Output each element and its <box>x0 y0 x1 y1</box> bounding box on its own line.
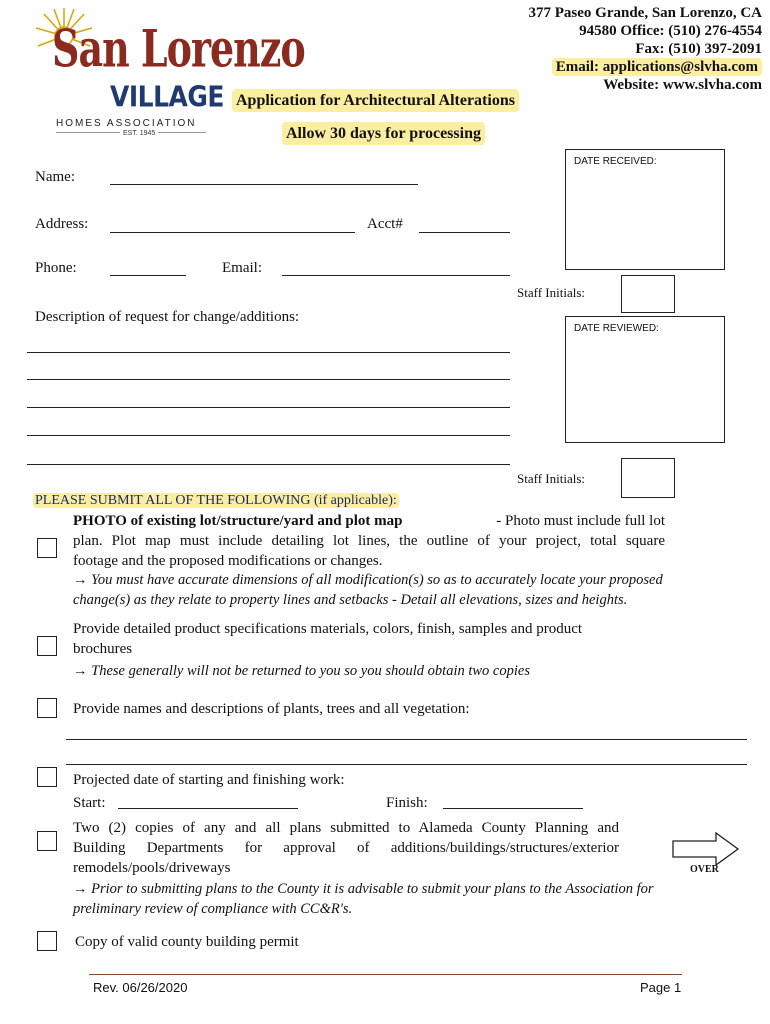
date-received-box[interactable] <box>565 149 725 270</box>
contact-website: Website: www.slvha.com <box>603 77 762 93</box>
revision-date: Rev. 06/26/2020 <box>93 980 188 995</box>
photo-note-line: change(s) as they relate to property lines and setbacks - Detail all elevations, sizes and heights. <box>73 592 628 608</box>
phone-label: Phone: <box>35 260 77 276</box>
finish-label: Finish: <box>386 795 428 811</box>
email-field[interactable] <box>282 275 510 276</box>
staff-initials-label-2: Staff Initials: <box>517 471 586 486</box>
submit-heading: PLEASE SUBMIT ALL OF THE FOLLOWING (if applicable): <box>35 493 397 508</box>
acct-label: Acct# <box>367 216 403 232</box>
plants-line[interactable] <box>66 739 747 740</box>
description-line[interactable] <box>27 407 510 408</box>
plans-requirement-line: Two (2) copies of any and all plans submitted to Alameda County Planning and <box>73 820 619 836</box>
name-field[interactable] <box>110 184 418 185</box>
contact-fax: Fax: (510) 397-2091 <box>635 41 762 57</box>
logo-est: EST. 1945 <box>120 130 158 137</box>
over-label: OVER <box>690 864 719 875</box>
date-received-label: DATE RECEIVED: <box>574 156 657 167</box>
specs-requirement <box>73 619 582 659</box>
photo-note-line: → You must have accurate dimensions of all modification(s) so as to accurately locate your proposed <box>73 572 663 588</box>
photo-requirement <box>73 511 665 571</box>
name-label: Name: <box>35 169 75 185</box>
email-label: Email: <box>222 260 262 276</box>
address-label: Address: <box>35 216 89 232</box>
acct-field[interactable] <box>419 232 510 233</box>
staff-initials-box-2[interactable] <box>621 458 675 498</box>
photo-requirement-text: - Photo must include full lot <box>496 513 665 529</box>
logo-village: VILLAGE <box>110 80 224 114</box>
plans-requirement-line: remodels/pools/driveways <box>73 860 231 876</box>
description-line[interactable] <box>27 464 510 465</box>
description-line[interactable] <box>27 352 510 353</box>
description-line[interactable] <box>27 435 510 436</box>
photo-requirement-line: footage and the proposed modifications or changes. <box>73 553 383 569</box>
photo-requirement-line: plan. Plot map must include detailing lot lines, the outline of your project, total square <box>73 533 665 549</box>
contact-office: 94580 Office: (510) 276-4554 <box>579 23 762 39</box>
specs-requirement-line: Provide detailed product specifications materials, colors, finish, samples and product <box>73 621 583 637</box>
logo-name: San Lorenzo <box>52 18 305 79</box>
permit-requirement: Copy of valid county building permit <box>75 934 299 950</box>
plans-note-line: preliminary review of compliance with CC&R's. <box>73 901 353 917</box>
plans-note-line: → Prior to submitting plans to the County it is advisable to submit your plans to the Association for <box>73 881 654 897</box>
plants-line[interactable] <box>66 764 747 765</box>
plants-checkbox[interactable] <box>37 698 57 718</box>
dates-requirement: Projected date of starting and finishing work: <box>73 772 345 788</box>
start-label: Start: <box>73 795 106 811</box>
contact-email: Email: applications@slvha.com <box>529 58 762 76</box>
permit-checkbox[interactable] <box>37 931 57 951</box>
form-title: Application for Architectural Alterations <box>232 92 519 110</box>
specs-requirement-line: brochures <box>73 641 133 657</box>
photo-note <box>73 570 663 610</box>
plants-requirement: Provide names and descriptions of plants, trees and all vegetation: <box>73 701 470 717</box>
start-field[interactable] <box>118 808 298 809</box>
photo-requirement-title: PHOTO of existing lot/structure/yard and plot map <box>73 513 403 529</box>
logo-homes-association: HOMES ASSOCIATION <box>56 118 197 129</box>
contact-block <box>529 4 762 94</box>
staff-initials-label-1: Staff Initials: <box>517 285 586 300</box>
photo-checkbox[interactable] <box>37 538 57 558</box>
specs-checkbox[interactable] <box>37 636 57 656</box>
specs-note: → These generally will not be returned to you so you should obtain two copies <box>73 663 530 679</box>
plans-checkbox[interactable] <box>37 831 57 851</box>
arrow-right-icon <box>672 832 740 866</box>
page-number: Page 1 <box>640 980 682 995</box>
phone-field[interactable] <box>110 275 186 276</box>
processing-note: Allow 30 days for processing <box>282 125 485 143</box>
date-reviewed-label: DATE REVIEWED: <box>574 323 659 334</box>
contact-address: 377 Paseo Grande, San Lorenzo, CA <box>528 5 762 21</box>
finish-field[interactable] <box>443 808 583 809</box>
plans-requirement-line: Building Departments for approval of additions/buildings/structures/exterior <box>73 840 619 856</box>
date-reviewed-box[interactable] <box>565 316 725 443</box>
description-line[interactable] <box>27 379 510 380</box>
plans-requirement <box>73 818 619 878</box>
staff-initials-box-1[interactable] <box>621 275 675 313</box>
plans-note <box>73 879 654 919</box>
address-field[interactable] <box>110 232 355 233</box>
logo <box>34 6 305 141</box>
dates-checkbox[interactable] <box>37 767 57 787</box>
description-label: Description of request for change/additions: <box>35 309 300 325</box>
footer-divider <box>89 974 682 975</box>
